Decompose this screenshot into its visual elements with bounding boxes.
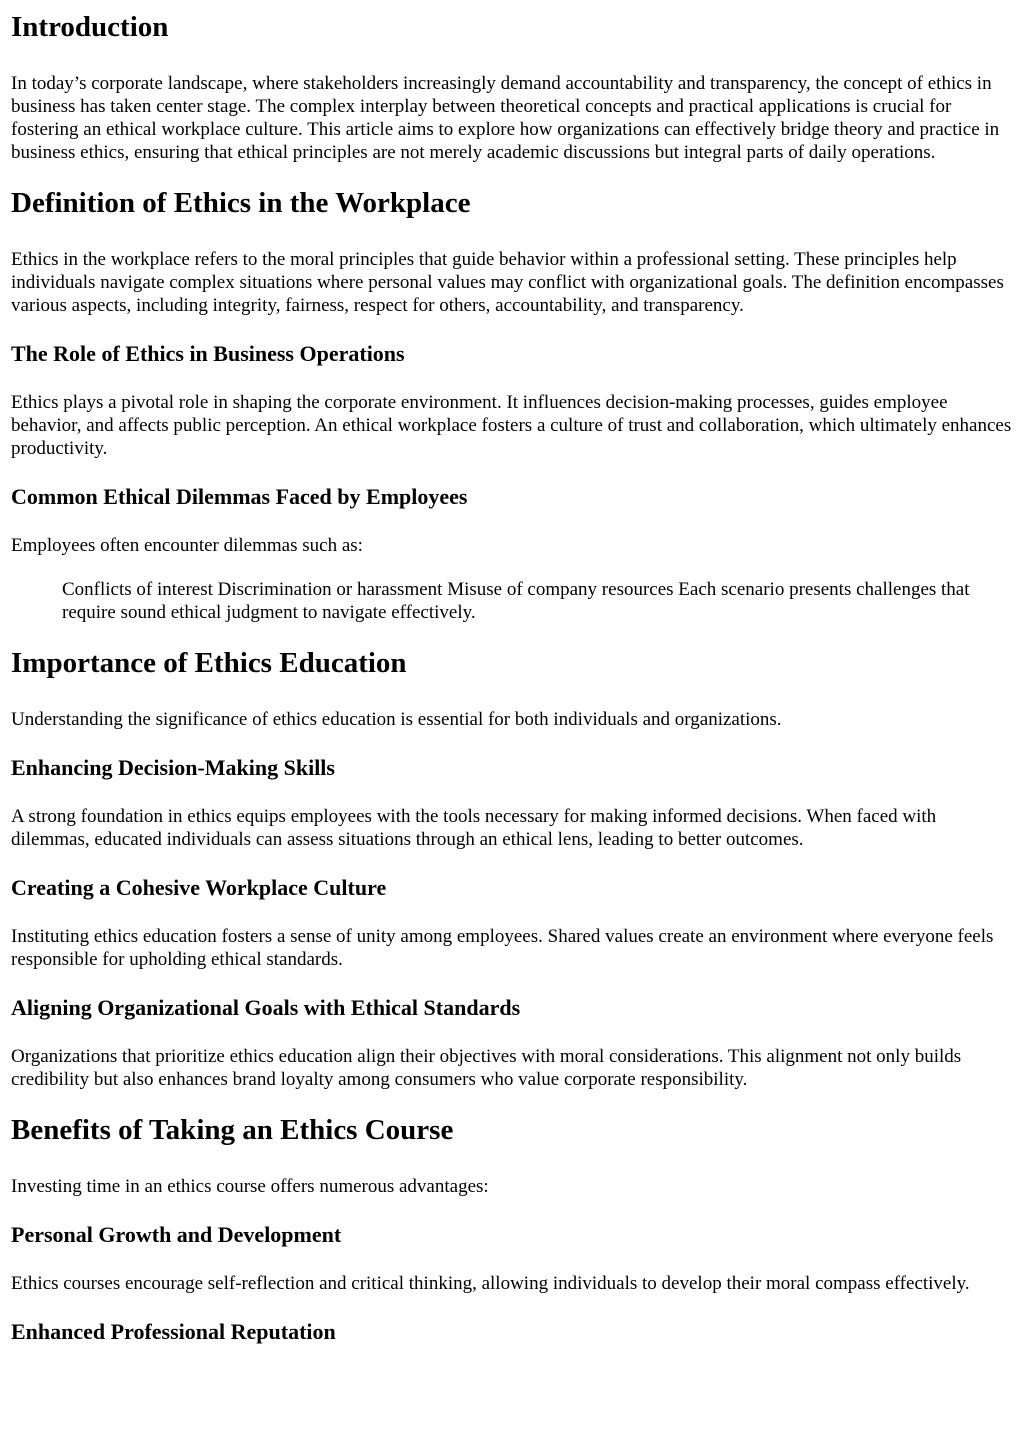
paragraph-benefits-of-ethics-course: Investing time in an ethics course offers numerous advantages: [11,1176,489,1197]
paragraph-decision-making: A strong foundation in ethics equips employees with the tools necessary for making informed decisions. When faced with dilemmas, educated individuals can assess situations through an ethical lens, leading to better outcomes. [11,806,937,850]
subheading-professional-reputation: Enhanced Professional Reputation [11,1319,336,1344]
article [0,10,1024,1345]
subheading-workplace-culture: Creating a Cohesive Workplace Culture [11,875,387,900]
subheading-common-dilemmas: Common Ethical Dilemmas Faced by Employees [11,484,468,509]
paragraph-common-dilemmas: Employees often encounter dilemmas such as: [11,535,363,556]
paragraph-personal-growth: Ethics courses encourage self-reflection and critical thinking, allowing individuals to develop their moral compass effectively. [11,1273,970,1294]
paragraph-definition-of-ethics: Ethics in the workplace refers to the moral principles that guide behavior within a professional setting. These principles help individuals navigate complex situations where personal values may conflict with organizational goals. The definition encompasses various aspects, including integrity, fairness, respect for others, accountability, and transparency. [11,249,1004,316]
paragraph-introduction: In today’s corporate landscape, where stakeholders increasingly demand accountability and transparency, the concept of ethics in business has taken center stage. The complex interplay between theoretical concepts and practical applications is crucial for fostering an ethical workplace culture. This article aims to explore how organizations can effectively bridge theory and practice in business ethics, ensuring that ethical principles are not merely academic discussions but integral parts of daily operations. [11,73,1000,163]
paragraph-aligning-goals: Organizations that prioritize ethics education align their objectives with moral considerations. This alignment not only builds credibility but also enhances brand loyalty among consumers who value corporate responsibility. [11,1046,962,1090]
heading-definition-of-ethics: Definition of Ethics in the Workplace [11,187,471,219]
subheading-personal-growth: Personal Growth and Development [11,1222,342,1247]
blockquote-dilemma-list: Conflicts of interest Discrimination or harassment Misuse of company resources Each scenario presents challenges that require sound ethical judgment to navigate effectively. [62,579,970,623]
subheading-role-of-ethics: The Role of Ethics in Business Operations [11,341,405,366]
subheading-decision-making: Enhancing Decision-Making Skills [11,755,335,780]
paragraph-importance-of-ethics-education: Understanding the significance of ethics education is essential for both individuals and organizations. [11,709,782,730]
subheading-aligning-goals: Aligning Organizational Goals with Ethical Standards [11,995,521,1020]
heading-importance-of-ethics-education: Importance of Ethics Education [11,647,407,679]
paragraph-workplace-culture: Instituting ethics education fosters a sense of unity among employees. Shared values create an environment where everyone feels responsible for upholding ethical standards. [11,926,994,970]
paragraph-role-of-ethics: Ethics plays a pivotal role in shaping the corporate environment. It influences decision-making processes, guides employee behavior, and affects public perception. An ethical workplace fosters a culture of trust and collaboration, which ultimately enhances productivity. [11,392,1012,459]
heading-benefits-of-ethics-course: Benefits of Taking an Ethics Course [11,1114,454,1146]
heading-introduction: Introduction [11,11,169,43]
